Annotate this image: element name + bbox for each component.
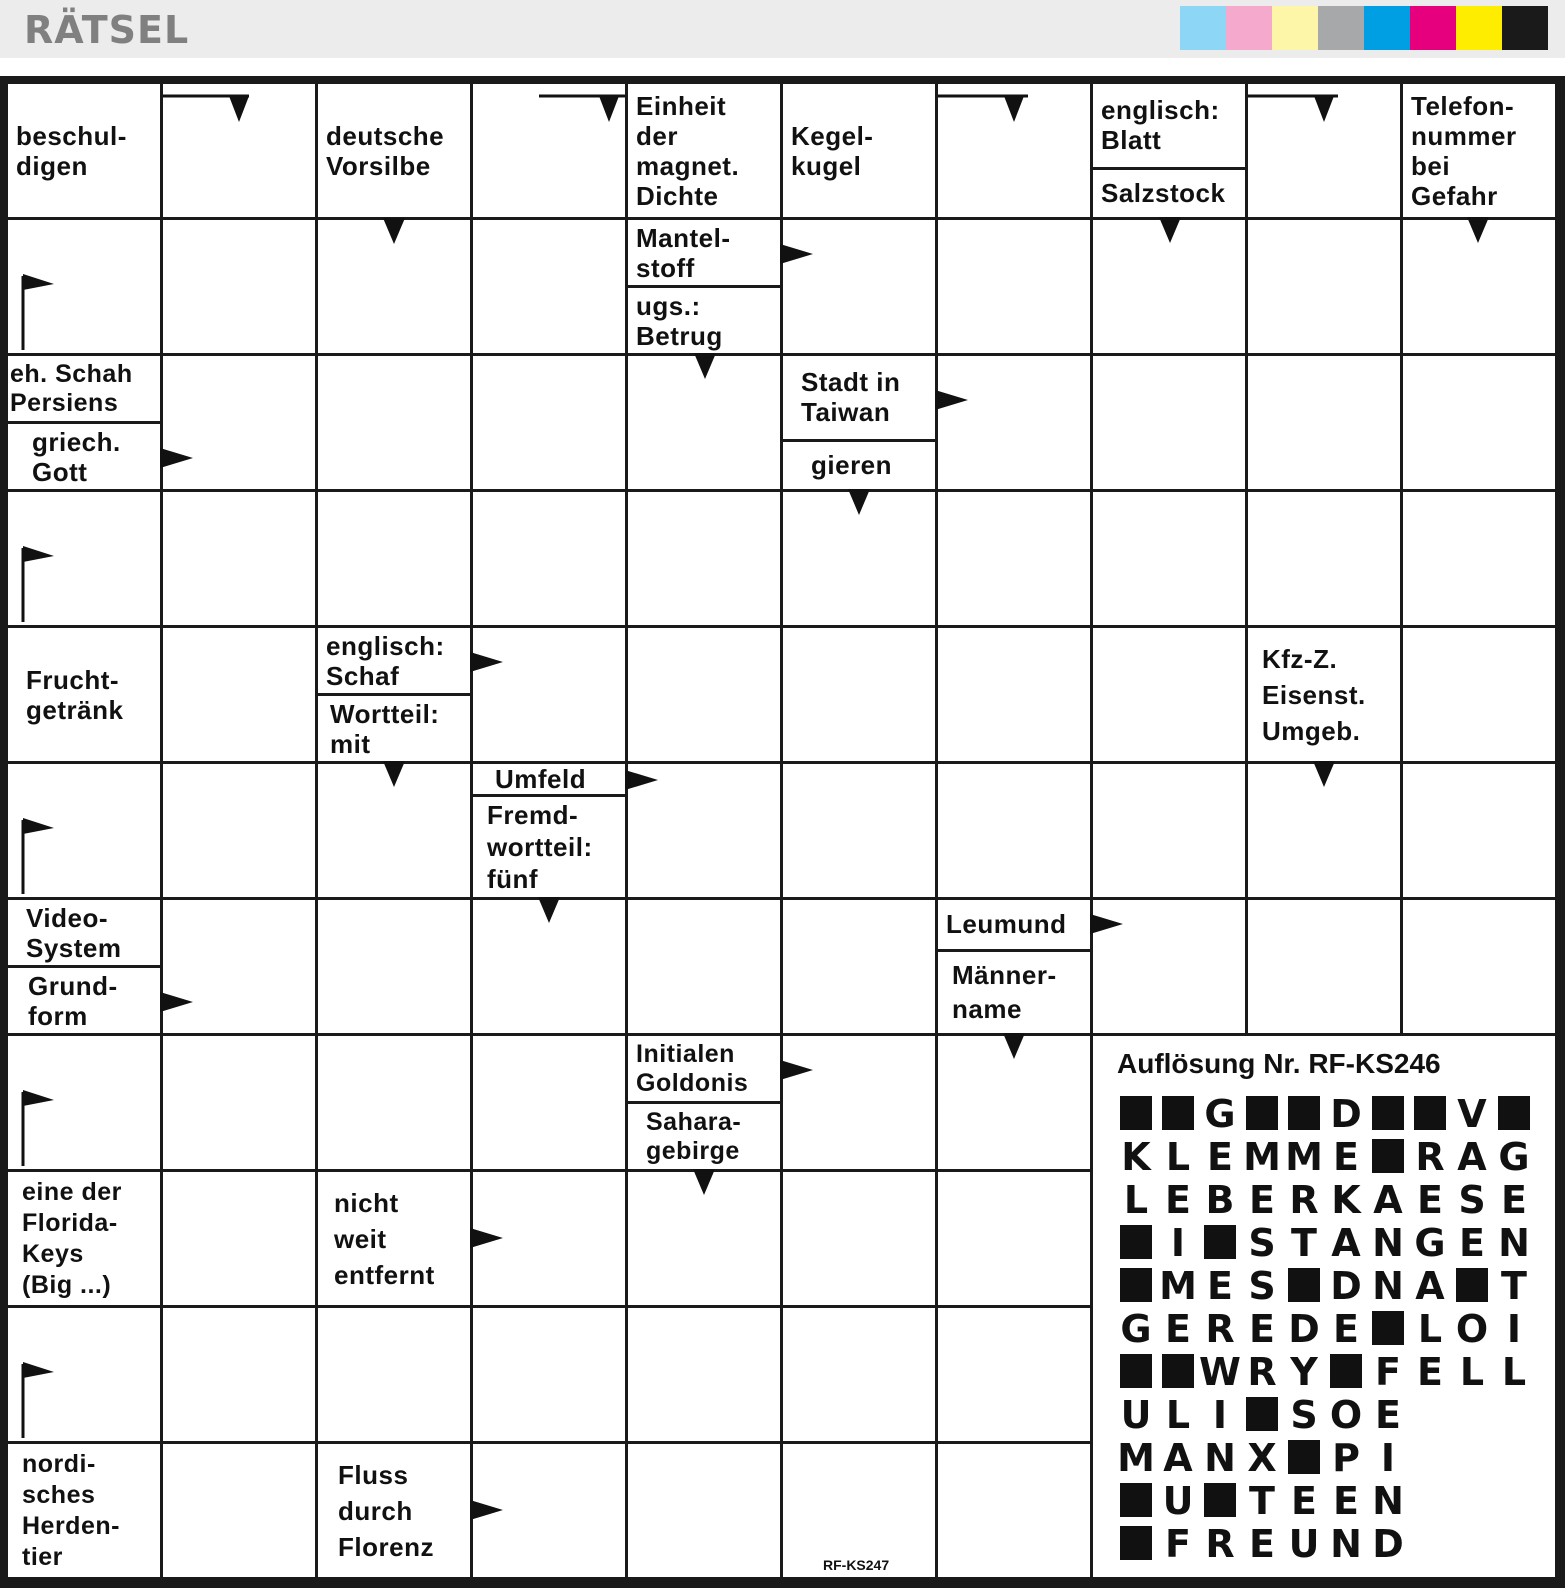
answer-cell[interactable] bbox=[163, 84, 315, 217]
solution-letter: E bbox=[1459, 1220, 1485, 1265]
answer-cell[interactable] bbox=[1403, 356, 1555, 489]
solution-black-square bbox=[1204, 1483, 1236, 1517]
solution-black-square bbox=[1120, 1225, 1152, 1259]
swatch-grey bbox=[1318, 6, 1364, 50]
solution-letter: E bbox=[1249, 1521, 1275, 1566]
answer-cell[interactable] bbox=[318, 492, 470, 625]
solution-letter: N bbox=[1330, 1521, 1362, 1566]
answer-cell[interactable] bbox=[318, 220, 470, 353]
flag-arrow-icon bbox=[20, 1358, 60, 1438]
clue-floridakeys: eine der Florida- Keys (Big ...) bbox=[8, 1172, 160, 1305]
flag-arrow-icon bbox=[20, 1086, 60, 1166]
solution-letter: G bbox=[1120, 1306, 1152, 1351]
answer-cell[interactable] bbox=[783, 628, 935, 761]
answer-cell[interactable] bbox=[783, 1444, 935, 1577]
answer-cell[interactable] bbox=[318, 900, 470, 1033]
solution-letter: Y bbox=[1290, 1349, 1318, 1394]
answer-cell[interactable] bbox=[8, 764, 160, 897]
arrow-right-icon bbox=[625, 770, 658, 790]
solution-letter: E bbox=[1333, 1134, 1359, 1179]
solution-letter: R bbox=[1289, 1177, 1319, 1222]
solution-letter: R bbox=[1205, 1306, 1235, 1351]
clue-blatt-salzstock: englisch: Blatt Salzstock bbox=[1093, 84, 1245, 217]
solution-black-square bbox=[1414, 1096, 1446, 1130]
solution-letter: N bbox=[1372, 1478, 1404, 1523]
answer-cell[interactable] bbox=[163, 628, 315, 761]
arrow-right-icon bbox=[1090, 914, 1123, 934]
solution-row bbox=[1117, 1220, 1533, 1265]
answer-cell[interactable] bbox=[163, 1172, 315, 1305]
corner-arrow-icon bbox=[163, 92, 253, 132]
answer-cell[interactable] bbox=[938, 628, 1090, 761]
arrow-right-icon bbox=[470, 1228, 503, 1248]
solution-letter: A bbox=[1331, 1220, 1361, 1265]
corner-arrow-icon bbox=[1248, 92, 1338, 132]
answer-cell[interactable] bbox=[8, 492, 160, 625]
answer-cell[interactable] bbox=[628, 492, 780, 625]
answer-cell[interactable] bbox=[473, 84, 625, 217]
solution-panel bbox=[1093, 1036, 1555, 1577]
arrow-right-icon bbox=[160, 992, 193, 1012]
answer-cell[interactable] bbox=[163, 1444, 315, 1577]
clue-einheit: Einheit der magnet. Dichte bbox=[628, 84, 780, 217]
answer-cell[interactable] bbox=[8, 220, 160, 353]
answer-cell[interactable] bbox=[938, 84, 1090, 217]
solution-letter: D bbox=[1288, 1306, 1320, 1351]
clue-nichtweit: nicht weit entfernt bbox=[318, 1172, 470, 1305]
solution-letter: L bbox=[1165, 1392, 1191, 1437]
arrow-down-icon bbox=[1313, 761, 1335, 787]
solution-black-square bbox=[1456, 1268, 1488, 1302]
answer-cell[interactable] bbox=[163, 900, 315, 1033]
answer-cell[interactable] bbox=[1403, 764, 1555, 897]
answer-cell[interactable] bbox=[1093, 492, 1245, 625]
swatch-light-yellow bbox=[1272, 6, 1318, 50]
solution-letter: E bbox=[1249, 1306, 1275, 1351]
solution-letter: U bbox=[1162, 1478, 1194, 1523]
solution-letter: N bbox=[1372, 1263, 1404, 1308]
solution-row bbox=[1117, 1478, 1533, 1523]
clue-schaf-wortteil: englisch: Schaf Wortteil: mit bbox=[318, 628, 470, 761]
solution-letter: K bbox=[1121, 1134, 1151, 1179]
arrow-right-icon bbox=[935, 390, 968, 410]
answer-cell[interactable] bbox=[163, 220, 315, 353]
answer-cell[interactable] bbox=[318, 1308, 470, 1441]
solution-letter: S bbox=[1290, 1392, 1318, 1437]
solution-row bbox=[1117, 1306, 1533, 1351]
solution-letter: L bbox=[1165, 1134, 1191, 1179]
clue-fruchtgetraenk: Frucht- getränk bbox=[8, 628, 160, 761]
clue-taiwan-gieren: Stadt in Taiwan gieren bbox=[783, 356, 935, 489]
color-swatch-bar bbox=[1180, 6, 1548, 50]
flag-arrow-icon bbox=[20, 270, 60, 350]
answer-cell[interactable] bbox=[628, 900, 780, 1033]
solution-letter: E bbox=[1165, 1306, 1191, 1351]
solution-letter: T bbox=[1249, 1478, 1275, 1523]
answer-cell[interactable] bbox=[1093, 764, 1245, 897]
solution-letter: M bbox=[1285, 1134, 1323, 1179]
answer-cell[interactable] bbox=[628, 628, 780, 761]
solution-letter: L bbox=[1501, 1349, 1527, 1394]
answer-cell[interactable] bbox=[938, 492, 1090, 625]
answer-cell[interactable] bbox=[8, 1308, 160, 1441]
solution-row bbox=[1117, 1349, 1533, 1394]
solution-row bbox=[1117, 1177, 1533, 1222]
solution-letter: E bbox=[1417, 1177, 1443, 1222]
solution-letter: T bbox=[1501, 1263, 1527, 1308]
solution-black-square bbox=[1120, 1483, 1152, 1517]
arrow-down-icon bbox=[538, 897, 560, 923]
solution-letter: D bbox=[1372, 1521, 1404, 1566]
swatch-light-magenta bbox=[1226, 6, 1272, 50]
solution-black-square bbox=[1120, 1268, 1152, 1302]
solution-black-square bbox=[1330, 1354, 1362, 1388]
answer-cell[interactable] bbox=[1248, 900, 1400, 1033]
answer-cell[interactable] bbox=[163, 1036, 315, 1169]
solution-letter: A bbox=[1415, 1263, 1445, 1308]
solution-letter: X bbox=[1247, 1435, 1277, 1480]
solution-grid bbox=[1117, 1091, 1533, 1566]
solution-row bbox=[1117, 1521, 1533, 1566]
solution-letter: D bbox=[1330, 1263, 1362, 1308]
solution-letter: R bbox=[1415, 1134, 1445, 1179]
solution-letter: D bbox=[1330, 1091, 1362, 1136]
answer-cell[interactable] bbox=[628, 1444, 780, 1577]
swatch-yellow bbox=[1456, 6, 1502, 50]
solution-letter: I bbox=[1506, 1306, 1522, 1351]
corner-arrow-icon bbox=[535, 92, 625, 132]
crossword-grid bbox=[0, 76, 1565, 1588]
solution-black-square bbox=[1120, 1526, 1152, 1560]
solution-letter: I bbox=[1212, 1392, 1228, 1437]
arrow-right-icon bbox=[780, 244, 813, 264]
solution-row bbox=[1117, 1091, 1533, 1136]
flag-arrow-icon bbox=[20, 542, 60, 622]
answer-cell[interactable] bbox=[163, 1308, 315, 1441]
flag-arrow-icon bbox=[20, 814, 60, 894]
solution-letter: P bbox=[1332, 1435, 1360, 1480]
arrow-right-icon bbox=[780, 1060, 813, 1080]
solution-letter: L bbox=[1123, 1177, 1149, 1222]
solution-black-square bbox=[1246, 1096, 1278, 1130]
arrow-down-icon bbox=[694, 353, 716, 379]
arrow-down-icon bbox=[848, 489, 870, 515]
solution-black-square bbox=[1204, 1225, 1236, 1259]
answer-cell[interactable] bbox=[938, 356, 1090, 489]
solution-black-square bbox=[1162, 1354, 1194, 1388]
solution-letter: E bbox=[1249, 1177, 1275, 1222]
solution-letter: A bbox=[1373, 1177, 1403, 1222]
solution-black-square bbox=[1498, 1096, 1530, 1130]
solution-letter: E bbox=[1165, 1177, 1191, 1222]
answer-cell[interactable] bbox=[163, 492, 315, 625]
answer-cell[interactable] bbox=[473, 220, 625, 353]
solution-letter: I bbox=[1170, 1220, 1186, 1265]
solution-letter: A bbox=[1163, 1435, 1193, 1480]
answer-cell[interactable] bbox=[473, 492, 625, 625]
solution-letter: E bbox=[1375, 1392, 1401, 1437]
answer-cell[interactable] bbox=[783, 900, 935, 1033]
answer-cell[interactable] bbox=[938, 220, 1090, 353]
arrow-right-icon bbox=[470, 1500, 503, 1520]
solution-letter: U bbox=[1288, 1521, 1320, 1566]
answer-cell[interactable] bbox=[1403, 492, 1555, 625]
answer-cell[interactable] bbox=[473, 1036, 625, 1169]
solution-letter: A bbox=[1457, 1134, 1487, 1179]
solution-letter: F bbox=[1375, 1349, 1401, 1394]
arrow-down-icon bbox=[383, 218, 405, 244]
solution-letter: E bbox=[1333, 1478, 1359, 1523]
solution-black-square bbox=[1288, 1096, 1320, 1130]
solution-row bbox=[1117, 1392, 1533, 1437]
solution-letter: E bbox=[1333, 1306, 1359, 1351]
clue-vorsilbe: deutsche Vorsilbe bbox=[318, 84, 470, 217]
solution-letter: W bbox=[1199, 1349, 1241, 1394]
solution-row bbox=[1117, 1134, 1533, 1179]
solution-letter: S bbox=[1248, 1263, 1276, 1308]
solution-black-square bbox=[1120, 1096, 1152, 1130]
arrow-down-icon bbox=[383, 761, 405, 787]
clue-video-grundform: Video- System Grund- form bbox=[8, 900, 160, 1033]
answer-cell[interactable] bbox=[1403, 628, 1555, 761]
answer-cell[interactable] bbox=[318, 1036, 470, 1169]
solution-letter: G bbox=[1204, 1091, 1236, 1136]
swatch-cyan bbox=[1364, 6, 1410, 50]
arrow-down-icon bbox=[1159, 217, 1181, 243]
answer-cell[interactable] bbox=[938, 764, 1090, 897]
arrow-down-icon bbox=[693, 1169, 715, 1195]
solution-black-square bbox=[1246, 1397, 1278, 1431]
solution-title: Auflösung Nr. RF-KS246 bbox=[1117, 1048, 1441, 1079]
clue-schah-gott: eh. Schah Persiens griech. Gott bbox=[8, 356, 160, 489]
answer-cell[interactable] bbox=[783, 1036, 935, 1169]
swatch-magenta bbox=[1410, 6, 1456, 50]
answer-cell[interactable] bbox=[8, 1036, 160, 1169]
answer-cell[interactable] bbox=[1093, 628, 1245, 761]
solution-letter: M bbox=[1117, 1435, 1155, 1480]
answer-cell[interactable] bbox=[628, 1308, 780, 1441]
answer-cell[interactable] bbox=[938, 1308, 1090, 1441]
solution-letter: R bbox=[1205, 1521, 1235, 1566]
arrow-down-icon bbox=[1003, 1033, 1025, 1059]
solution-letter: M bbox=[1159, 1263, 1197, 1308]
answer-cell[interactable] bbox=[473, 356, 625, 489]
clue-telefon: Telefon- nummer bei Gefahr bbox=[1403, 84, 1555, 217]
solution-letter: V bbox=[1457, 1091, 1487, 1136]
header-bar bbox=[0, 0, 1565, 58]
solution-letter: S bbox=[1458, 1177, 1486, 1222]
solution-letter: N bbox=[1372, 1220, 1404, 1265]
corner-arrow-icon bbox=[938, 92, 1028, 132]
solution-letter: E bbox=[1291, 1478, 1317, 1523]
solution-row bbox=[1117, 1263, 1533, 1308]
solution-letter: N bbox=[1204, 1435, 1236, 1480]
solution-row bbox=[1117, 1435, 1533, 1480]
solution-letter: I bbox=[1380, 1435, 1396, 1480]
answer-cell[interactable] bbox=[938, 1444, 1090, 1577]
answer-cell[interactable] bbox=[1248, 492, 1400, 625]
arrow-down-icon bbox=[1467, 217, 1489, 243]
solution-black-square bbox=[1372, 1096, 1404, 1130]
solution-letter: S bbox=[1248, 1220, 1276, 1265]
solution-letter: O bbox=[1455, 1306, 1489, 1351]
solution-letter: U bbox=[1120, 1392, 1152, 1437]
answer-cell[interactable] bbox=[163, 764, 315, 897]
clue-kfz: Kfz-Z. Eisenst. Umgeb. bbox=[1248, 628, 1400, 761]
solution-letter: O bbox=[1329, 1392, 1363, 1437]
solution-letter: R bbox=[1247, 1349, 1277, 1394]
solution-black-square bbox=[1288, 1440, 1320, 1474]
arrow-right-icon bbox=[470, 652, 503, 672]
answer-cell[interactable] bbox=[318, 356, 470, 489]
arrow-right-icon bbox=[160, 448, 193, 468]
answer-cell[interactable] bbox=[163, 356, 315, 489]
solution-letter: G bbox=[1414, 1220, 1446, 1265]
swatch-black bbox=[1502, 6, 1548, 50]
answer-cell[interactable] bbox=[783, 1172, 935, 1305]
answer-cell[interactable] bbox=[1248, 220, 1400, 353]
solution-letter: L bbox=[1459, 1349, 1485, 1394]
solution-letter: M bbox=[1243, 1134, 1281, 1179]
solution-letter: E bbox=[1207, 1134, 1233, 1179]
clue-herdentier: nordi- sches Herden- tier bbox=[8, 1444, 160, 1577]
solution-letter: F bbox=[1165, 1521, 1191, 1566]
solution-letter: E bbox=[1417, 1349, 1443, 1394]
answer-cell[interactable] bbox=[473, 1308, 625, 1441]
solution-letter: E bbox=[1207, 1263, 1233, 1308]
clue-beschuldigen: beschul- digen bbox=[8, 84, 160, 217]
solution-letter: G bbox=[1498, 1134, 1530, 1179]
solution-letter: K bbox=[1331, 1177, 1361, 1222]
clue-leumund-maenner: Leumund Männer- name bbox=[938, 900, 1090, 1033]
answer-cell[interactable] bbox=[1403, 900, 1555, 1033]
answer-cell[interactable] bbox=[1248, 84, 1400, 217]
solution-letter: N bbox=[1498, 1220, 1530, 1265]
solution-black-square bbox=[1288, 1268, 1320, 1302]
answer-cell[interactable] bbox=[938, 1172, 1090, 1305]
swatch-light-cyan bbox=[1180, 6, 1226, 50]
solution-letter: L bbox=[1417, 1306, 1443, 1351]
puzzle-code: RF-KS247 bbox=[823, 1557, 890, 1573]
clue-umfeld-fuenf: Umfeld Fremd- wortteil: fünf bbox=[473, 764, 625, 897]
solution-black-square bbox=[1372, 1311, 1404, 1345]
solution-black-square bbox=[1372, 1139, 1404, 1173]
page-title: RÄTSEL bbox=[24, 8, 190, 52]
solution-letter: B bbox=[1205, 1177, 1235, 1222]
answer-cell[interactable] bbox=[473, 628, 625, 761]
solution-letter: T bbox=[1291, 1220, 1317, 1265]
answer-cell[interactable] bbox=[1093, 356, 1245, 489]
clue-goldoni-sahara: Initialen Goldonis Sahara- gebirge bbox=[628, 1036, 780, 1169]
solution-black-square bbox=[1120, 1354, 1152, 1388]
answer-cell[interactable] bbox=[783, 764, 935, 897]
answer-cell[interactable] bbox=[1248, 356, 1400, 489]
clue-mantelstoff-betrug: Mantel- stoff ugs.: Betrug bbox=[628, 220, 780, 353]
answer-cell[interactable] bbox=[783, 220, 935, 353]
solution-letter: E bbox=[1501, 1177, 1527, 1222]
answer-cell[interactable] bbox=[783, 1308, 935, 1441]
clue-kegelkugel: Kegel- kugel bbox=[783, 84, 935, 217]
clue-florenz: Fluss durch Florenz bbox=[318, 1444, 470, 1577]
solution-black-square bbox=[1162, 1096, 1194, 1130]
